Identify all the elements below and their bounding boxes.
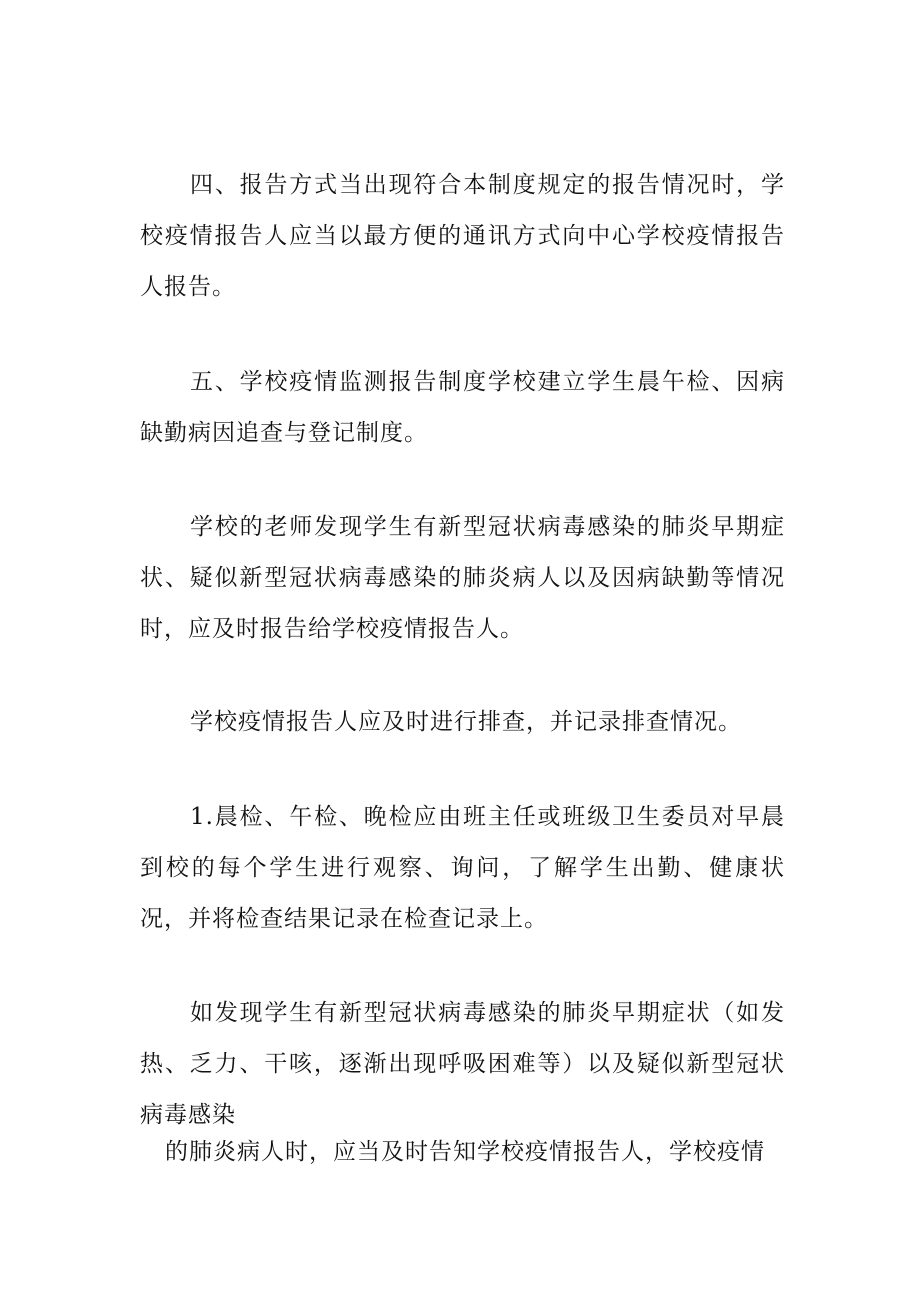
paragraph-monitoring-system: 五、学校疫情监测报告制度学校建立学生晨午检、因病缺勤病因追查与登记制度。 (140, 369, 785, 446)
paragraph-continuation: 的肺炎病人时，应当及时告知学校疫情报告人，学校疫情 (165, 1139, 765, 1165)
paragraph-investigation: 学校疫情报告人应及时进行排查，并记录排查情况。 (190, 709, 742, 735)
paragraph-teacher-report: 学校的老师发现学生有新型冠状病毒感染的肺炎早期症状、疑似新型冠状病毒感染的肺炎病人以及因病缺勤等情况时，应及时报告给学校疫情报告人。 (140, 514, 785, 642)
paragraph-reporting-method: 四、报告方式当出现符合本制度规定的报告情况时，学校疫情报告人应当以最方便的通讯方式向中心学校疫情报告人报告。 (140, 172, 785, 300)
paragraph-daily-checks: 1.晨检、午检、晚检应由班主任或班级卫生委员对早晨到校的每个学生进行观察、询问，了解学生出勤、健康状况，并将检查结果记录在检查记录上。 (140, 804, 785, 932)
paragraph-symptom-discovery: 如发现学生有新型冠状病毒感染的肺炎早期症状（如发热、乏力、干咳，逐渐出现呼吸困难等）以及疑似新型冠状病毒感染 (140, 1000, 785, 1128)
